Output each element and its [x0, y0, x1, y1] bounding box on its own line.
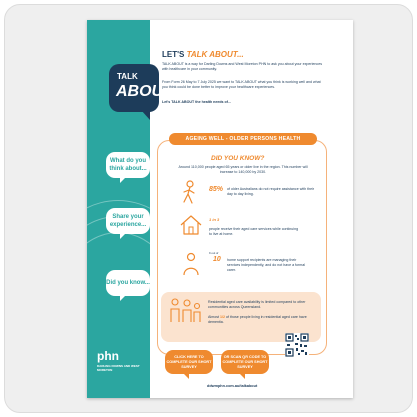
almost-label: Almost	[208, 315, 219, 319]
person-walking-icon	[179, 180, 201, 204]
survey-link-button[interactable]	[165, 350, 213, 374]
side-bubble-label: Share your experience...	[109, 214, 147, 228]
phn-logo: phn	[97, 349, 119, 363]
phn-logo-subtitle: DARLING DOWNS AND WEST MORETON	[97, 364, 140, 372]
talk-logo-big: ABOUT	[116, 83, 173, 100]
cta-label: CLICK HERE TO COMPLETE OUR SHORT SURVEY	[166, 354, 212, 369]
stat-text: people receive their aged care services while continuing to live at home.	[209, 227, 299, 236]
heading-accent: TALK ABOUT...	[186, 50, 244, 59]
side-bubble-share-experience	[106, 208, 150, 234]
bubble-tail	[239, 373, 245, 379]
population-text: Around 110,000 people aged 65 years or older live in the region. This number will increase to 140,000 by 2030.	[178, 165, 308, 174]
family-icon	[167, 297, 203, 323]
bubble-tail	[183, 373, 189, 379]
talk-about-poster	[87, 20, 353, 398]
side-bubble-what-do-you-think	[106, 152, 150, 178]
side-bubble-label: What do you think about...	[109, 158, 147, 172]
almost-value: 1/2	[219, 315, 225, 319]
dementia-text	[208, 315, 312, 325]
bubble-tail	[120, 177, 126, 183]
heading-prefix: LET'S	[162, 50, 187, 59]
stat-text: home support recipients are managing their services independently, and do not have a formal carer.	[227, 258, 306, 272]
dates-paragraph: From Form 26 May to 7 July 2025 we want to TALK ABOUT what you think is working well and what you think could be done better to improve your healthcare experiences.	[162, 80, 321, 89]
talk-about-logo-bubble	[109, 64, 173, 112]
bubble-tail	[141, 110, 150, 120]
scan-qr-button[interactable]	[221, 350, 269, 374]
stat-prefix: 9 out of	[209, 251, 219, 255]
did-you-know-heading: DID YOU KNOW?	[211, 155, 265, 162]
lets-talk-line: Let's TALK ABOUT the health needs of...	[162, 100, 231, 104]
intro-paragraph: TALK ABOUT is a way for Darling Downs and West Moreton PHN to ask you about your experiences with healthcare in your community.	[162, 62, 322, 71]
house-icon	[179, 214, 203, 236]
almost-rest: of those people living in residential aged care have dementia.	[208, 315, 307, 324]
talk-logo-small: TALK	[117, 72, 138, 81]
stat-value: 10	[213, 256, 221, 263]
qr-code-icon[interactable]	[285, 333, 309, 357]
stat-value: 85%	[209, 186, 224, 193]
website-url[interactable]: ddwmphn.com.au/talkabout	[207, 384, 258, 388]
bubble-tail	[120, 233, 126, 239]
cta-label: OR SCAN QR CODE TO COMPLETE OUR SHORT SURVEY	[222, 354, 268, 369]
poster-heading	[162, 50, 244, 60]
stat-text: of older Australians do not require assistance with their day to day living.	[227, 187, 315, 196]
side-bubble-did-you-know	[106, 270, 150, 296]
bubble-tail	[120, 295, 126, 301]
stat-value: 1 in 3	[209, 217, 220, 222]
section-title-pill: AGEING WELL - OLDER PERSONS HEALTH	[169, 133, 317, 145]
side-bubble-label: Did you know...	[106, 280, 150, 286]
person-icon	[181, 252, 201, 276]
residential-text: Residential aged care availability is limited compared to other communities across Queensland.	[208, 300, 306, 309]
